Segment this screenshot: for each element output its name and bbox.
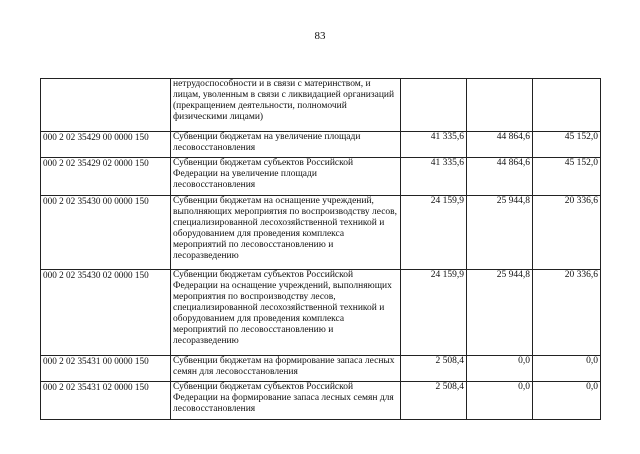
value-col-3: 45 152,0 — [533, 132, 601, 158]
value-col-1: 41 335,6 — [401, 132, 467, 158]
value-col-2: 25 944,8 — [467, 270, 533, 356]
table-row — [41, 356, 601, 382]
value-col-3: 20 336,6 — [533, 196, 601, 270]
value-col-2: 0,0 — [467, 382, 533, 420]
value-col-2: 25 944,8 — [467, 196, 533, 270]
budget-code: 000 2 02 35431 02 0000 150 — [41, 382, 171, 420]
page-number: 83 — [314, 30, 326, 42]
value-col-2: 0,0 — [467, 356, 533, 382]
value-col-3: 45 152,0 — [533, 158, 601, 196]
value-col-3: 0,0 — [533, 382, 601, 420]
value-col-2 — [467, 79, 533, 132]
table-row — [41, 79, 601, 132]
table-row — [41, 270, 601, 356]
description: нетрудоспособности и в связи с материнством, и лицам, уволенным в связи с ликвидацией организаций (прекращением деятельности, полномочий физическими лицами) — [171, 79, 401, 132]
table-row — [41, 158, 601, 196]
budget-code: 000 2 02 35430 00 0000 150 — [41, 196, 171, 270]
description: Субвенции бюджетам субъектов Российской Федерации на оснащение учреждений, выполняющих мероприятия по воспроизводству лесов, специализированной лесохозяйственной техникой и оборудованием для проведения комплекса мероприятий по лесовосстановлению и лесоразведению — [171, 270, 401, 356]
table-row — [41, 196, 601, 270]
value-col-1: 24 159,9 — [401, 270, 467, 356]
value-col-2: 44 864,6 — [467, 132, 533, 158]
budget-code: 000 2 02 35430 02 0000 150 — [41, 270, 171, 356]
budget-code: 000 2 02 35429 00 0000 150 — [41, 132, 171, 158]
value-col-1 — [401, 79, 467, 132]
value-col-3: 0,0 — [533, 356, 601, 382]
budget-code: 000 2 02 35431 00 0000 150 — [41, 356, 171, 382]
table-row — [41, 132, 601, 158]
value-col-1: 41 335,6 — [401, 158, 467, 196]
description: Субвенции бюджетам на увеличение площади лесовосстановления — [171, 132, 401, 158]
description: Субвенции бюджетам субъектов Российской Федерации на формирование запаса лесных семян для лесовосстановления — [171, 382, 401, 420]
table-row — [41, 382, 601, 420]
value-col-1: 2 508,4 — [401, 382, 467, 420]
value-col-3: 20 336,6 — [533, 270, 601, 356]
description: Субвенции бюджетам субъектов Российской Федерации на увеличение площади лесовосстановления — [171, 158, 401, 196]
budget-code: 000 2 02 35429 02 0000 150 — [41, 158, 171, 196]
value-col-3 — [533, 79, 601, 132]
value-col-2: 44 864,6 — [467, 158, 533, 196]
budget-table — [40, 78, 601, 420]
description: Субвенции бюджетам на формирование запаса лесных семян для лесовосстановления — [171, 356, 401, 382]
value-col-1: 24 159,9 — [401, 196, 467, 270]
description: Субвенции бюджетам на оснащение учреждений, выполняющих мероприятия по воспроизводству лесов, специализированной лесохозяйственной техникой и оборудованием для проведения комплекса мероприятий по лесовосстановлению и лесоразведению — [171, 196, 401, 270]
value-col-1: 2 508,4 — [401, 356, 467, 382]
budget-code — [41, 79, 171, 132]
